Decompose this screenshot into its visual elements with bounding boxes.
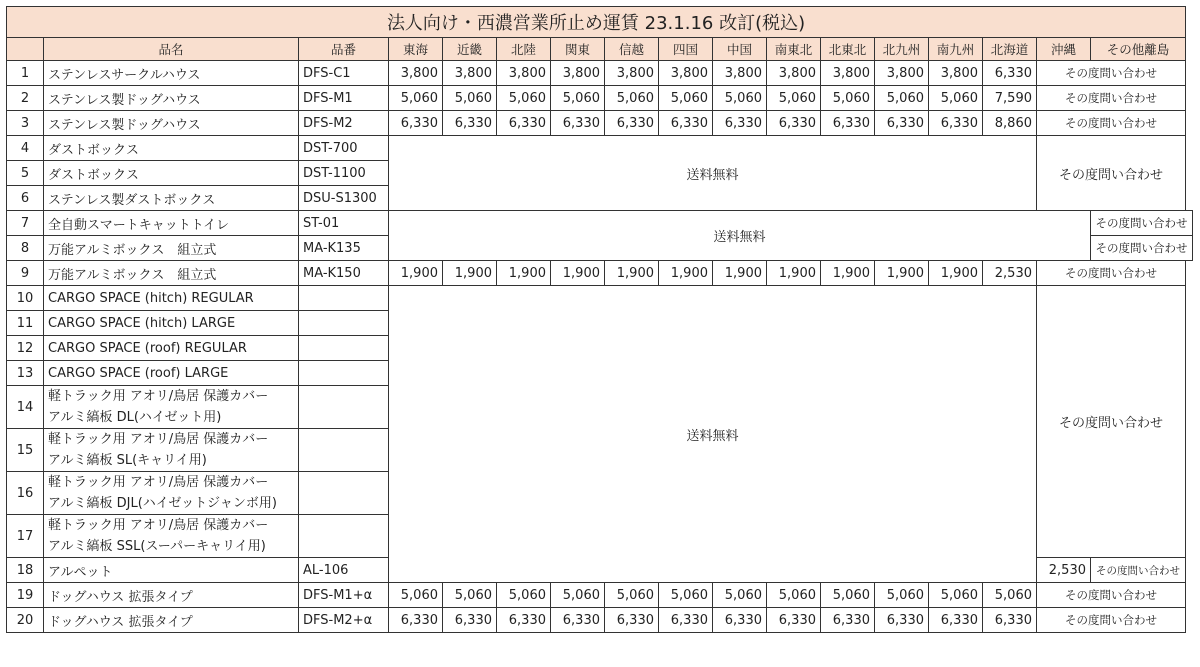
price-cell: 6,330	[983, 608, 1037, 633]
product-code	[299, 311, 389, 336]
price-cell: 5,060	[605, 583, 659, 608]
inquire-cell: その度問い合わせ	[1091, 558, 1186, 583]
price-cell: 3,800	[713, 61, 767, 86]
price-cell: 6,330	[443, 111, 497, 136]
row-number: 20	[7, 608, 44, 633]
row-number: 8	[7, 236, 44, 261]
price-cell: 6,330	[875, 111, 929, 136]
header-name: 品名	[44, 38, 299, 61]
price-cell: 6,330	[929, 608, 983, 633]
price-cell: 5,060	[713, 583, 767, 608]
product-name: ダストボックス	[44, 161, 299, 186]
price-cell: 3,800	[497, 61, 551, 86]
product-name: CARGO SPACE (roof) LARGE	[44, 361, 299, 386]
product-code: AL-106	[299, 558, 389, 583]
table-row	[7, 211, 1193, 236]
price-cell: 6,330	[983, 61, 1037, 86]
inquire-cell: その度問い合わせ	[1037, 261, 1186, 286]
header-region: 四国	[659, 38, 713, 61]
inquire-cell: その度問い合わせ	[1037, 61, 1186, 86]
product-name: ダストボックス	[44, 136, 299, 161]
row-number: 18	[7, 558, 44, 583]
row-number: 6	[7, 186, 44, 211]
product-name: ステンレス製ドッグハウス	[44, 86, 299, 111]
product-name-line1: 軽トラック用 アオリ/鳥居 保護カバー	[48, 432, 269, 447]
product-name-line2: アルミ縞板 SL(キャリイ用)	[48, 453, 207, 468]
table-row	[7, 286, 1193, 311]
price-cell: 6,330	[389, 111, 443, 136]
row-number: 12	[7, 336, 44, 361]
header-code: 品番	[299, 38, 389, 61]
shipping-rate-table	[6, 6, 1193, 633]
row-number: 1	[7, 61, 44, 86]
price-cell: 1,900	[497, 261, 551, 286]
price-cell: 5,060	[497, 86, 551, 111]
row-number: 15	[7, 429, 44, 472]
product-code: DFS-M1	[299, 86, 389, 111]
price-cell: 3,800	[605, 61, 659, 86]
price-cell: 5,060	[767, 583, 821, 608]
product-code	[299, 429, 389, 472]
price-cell: 1,900	[605, 261, 659, 286]
header-region: その他離島	[1091, 38, 1186, 61]
price-cell: 5,060	[443, 583, 497, 608]
price-cell: 7,590	[983, 86, 1037, 111]
header-region: 関東	[551, 38, 605, 61]
product-code: DSU-S1300	[299, 186, 389, 211]
row-number: 9	[7, 261, 44, 286]
table-row	[7, 61, 1193, 86]
price-cell: 5,060	[713, 86, 767, 111]
price-cell: 1,900	[767, 261, 821, 286]
price-cell: 6,330	[443, 608, 497, 633]
product-name	[44, 472, 299, 515]
product-name: 万能アルミボックス 組立式	[44, 236, 299, 261]
header-region: 近畿	[443, 38, 497, 61]
price-cell: 1,900	[929, 261, 983, 286]
row-number: 10	[7, 286, 44, 311]
product-code: DFS-M1+α	[299, 583, 389, 608]
header-region: 北九州	[875, 38, 929, 61]
table-row	[7, 583, 1193, 608]
price-cell: 3,800	[389, 61, 443, 86]
row-number: 5	[7, 161, 44, 186]
price-cell: 6,330	[875, 608, 929, 633]
product-name: ステンレス製ダストボックス	[44, 186, 299, 211]
price-cell: 5,060	[551, 86, 605, 111]
inquire-cell: その度問い合わせ	[1091, 236, 1193, 261]
price-cell: 5,060	[767, 86, 821, 111]
table-row	[7, 608, 1193, 633]
price-cell: 5,060	[929, 583, 983, 608]
price-cell: 2,530	[983, 261, 1037, 286]
header-region: 南九州	[929, 38, 983, 61]
product-code: MA-K150	[299, 261, 389, 286]
free-shipping-cell: 送料無料	[389, 136, 1037, 211]
product-name: ドッグハウス 拡張タイプ	[44, 608, 299, 633]
price-cell: 5,060	[497, 583, 551, 608]
product-name-line2: アルミ縞板 SSL(スーパーキャリイ用)	[48, 539, 266, 554]
product-name: CARGO SPACE (hitch) REGULAR	[44, 286, 299, 311]
product-name: アルペット	[44, 558, 299, 583]
price-cell: 5,060	[821, 583, 875, 608]
price-cell: 6,330	[497, 608, 551, 633]
header-region: 南東北	[767, 38, 821, 61]
header-region: 沖縄	[1037, 38, 1091, 61]
price-cell: 5,060	[389, 583, 443, 608]
price-cell: 5,060	[659, 583, 713, 608]
price-cell: 3,800	[551, 61, 605, 86]
product-name: ステンレスサークルハウス	[44, 61, 299, 86]
price-cell: 5,060	[875, 583, 929, 608]
product-code: MA-K135	[299, 236, 389, 261]
row-number: 2	[7, 86, 44, 111]
product-code	[299, 361, 389, 386]
table-row	[7, 136, 1193, 161]
price-cell: 6,330	[767, 111, 821, 136]
inquire-cell: その度問い合わせ	[1037, 111, 1186, 136]
row-number: 19	[7, 583, 44, 608]
price-cell: 6,330	[821, 111, 875, 136]
product-name	[44, 515, 299, 558]
row-number: 16	[7, 472, 44, 515]
product-name-line1: 軽トラック用 アオリ/鳥居 保護カバー	[48, 518, 269, 533]
free-shipping-cell: 送料無料	[389, 286, 1037, 583]
price-cell: 3,800	[767, 61, 821, 86]
price-cell: 6,330	[605, 608, 659, 633]
header-region: 東海	[389, 38, 443, 61]
price-cell: 3,800	[929, 61, 983, 86]
product-name: 万能アルミボックス 組立式	[44, 261, 299, 286]
table-row	[7, 111, 1193, 136]
price-cell: 6,330	[767, 608, 821, 633]
price-cell: 5,060	[983, 583, 1037, 608]
product-name: CARGO SPACE (roof) REGULAR	[44, 336, 299, 361]
inquire-cell: その度問い合わせ	[1037, 286, 1186, 558]
price-cell: 5,060	[821, 86, 875, 111]
price-cell: 3,800	[875, 61, 929, 86]
price-cell: 5,060	[605, 86, 659, 111]
price-cell: 5,060	[389, 86, 443, 111]
price-cell: 3,800	[821, 61, 875, 86]
product-code	[299, 386, 389, 429]
header-region: 北東北	[821, 38, 875, 61]
product-name-line2: アルミ縞板 DJL(ハイゼットジャンボ用)	[48, 496, 277, 511]
product-name	[44, 429, 299, 472]
price-cell: 5,060	[875, 86, 929, 111]
product-code: DFS-M2+α	[299, 608, 389, 633]
product-name: ステンレス製ドッグハウス	[44, 111, 299, 136]
price-cell: 8,860	[983, 111, 1037, 136]
price-cell: 5,060	[659, 86, 713, 111]
product-name: 全自動スマートキャットトイレ	[44, 211, 299, 236]
price-cell: 1,900	[389, 261, 443, 286]
row-number: 13	[7, 361, 44, 386]
price-cell: 6,330	[713, 608, 767, 633]
price-cell: 1,900	[713, 261, 767, 286]
row-number: 4	[7, 136, 44, 161]
price-cell: 5,060	[443, 86, 497, 111]
table-title: 法人向け・西濃営業所止め運賃 23.1.16 改訂(税込)	[7, 7, 1186, 38]
header-region: 信越	[605, 38, 659, 61]
row-number: 7	[7, 211, 44, 236]
price-cell: 1,900	[875, 261, 929, 286]
price-cell: 6,330	[659, 608, 713, 633]
table-row	[7, 261, 1193, 286]
product-name-line1: 軽トラック用 アオリ/鳥居 保護カバー	[48, 389, 269, 404]
product-code	[299, 336, 389, 361]
inquire-cell: その度問い合わせ	[1091, 211, 1193, 236]
product-code: DST-700	[299, 136, 389, 161]
free-shipping-cell: 送料無料	[389, 211, 1091, 261]
price-cell: 6,330	[605, 111, 659, 136]
price-cell: 6,330	[551, 111, 605, 136]
header-region: 北陸	[497, 38, 551, 61]
header-number	[7, 38, 44, 61]
product-code	[299, 286, 389, 311]
price-cell: 6,330	[389, 608, 443, 633]
table-row	[7, 86, 1193, 111]
price-cell: 1,900	[443, 261, 497, 286]
row-number: 11	[7, 311, 44, 336]
price-cell: 6,330	[659, 111, 713, 136]
product-code: DFS-M2	[299, 111, 389, 136]
price-cell: 6,330	[497, 111, 551, 136]
header-region: 中国	[713, 38, 767, 61]
okinawa-price-cell: 2,530	[1037, 558, 1091, 583]
product-name: CARGO SPACE (hitch) LARGE	[44, 311, 299, 336]
price-cell: 1,900	[551, 261, 605, 286]
product-name-line1: 軽トラック用 アオリ/鳥居 保護カバー	[48, 475, 269, 490]
row-number: 3	[7, 111, 44, 136]
product-code	[299, 472, 389, 515]
product-code: DST-1100	[299, 161, 389, 186]
product-code	[299, 515, 389, 558]
price-cell: 1,900	[659, 261, 713, 286]
inquire-cell: その度問い合わせ	[1037, 608, 1186, 633]
price-cell: 5,060	[551, 583, 605, 608]
row-number: 14	[7, 386, 44, 429]
header-region: 北海道	[983, 38, 1037, 61]
product-name: ドッグハウス 拡張タイプ	[44, 583, 299, 608]
product-code: DFS-C1	[299, 61, 389, 86]
product-code: ST-01	[299, 211, 389, 236]
inquire-cell: その度問い合わせ	[1037, 583, 1186, 608]
price-cell: 1,900	[821, 261, 875, 286]
price-cell: 5,060	[929, 86, 983, 111]
product-name-line2: アルミ縞板 DL(ハイゼット用)	[48, 410, 222, 425]
price-cell: 6,330	[713, 111, 767, 136]
price-cell: 6,330	[551, 608, 605, 633]
price-cell: 6,330	[929, 111, 983, 136]
price-cell: 6,330	[821, 608, 875, 633]
price-cell: 3,800	[659, 61, 713, 86]
product-name	[44, 386, 299, 429]
row-number: 17	[7, 515, 44, 558]
price-cell: 3,800	[443, 61, 497, 86]
inquire-cell: その度問い合わせ	[1037, 86, 1186, 111]
inquire-cell: その度問い合わせ	[1037, 136, 1186, 211]
